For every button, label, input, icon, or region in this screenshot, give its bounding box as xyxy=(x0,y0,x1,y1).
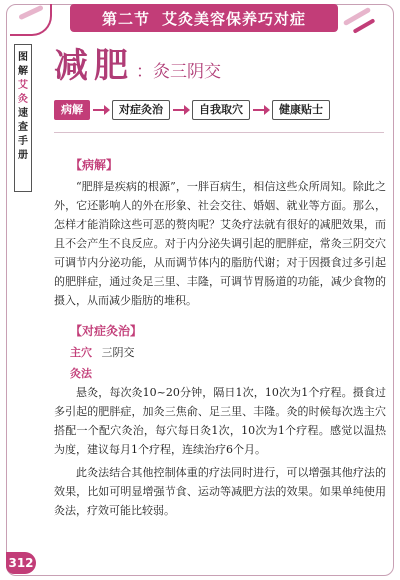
side-tab-char: 册 xyxy=(18,150,28,161)
heading-bingjie: 【病解】 xyxy=(70,158,119,172)
main-point-line xyxy=(70,343,386,362)
page-title xyxy=(54,38,221,87)
side-tab-char: 速 xyxy=(18,108,28,119)
method-label: 灸法 xyxy=(70,367,92,380)
main-point-value: 三阴交 xyxy=(101,346,135,359)
nav-item-tieshi[interactable]: 健康贴士 xyxy=(272,100,330,120)
arrow-right-icon xyxy=(250,100,272,120)
section-title: 艾灸美容保养巧对症 xyxy=(162,9,307,28)
side-tab-char: 图 xyxy=(18,52,28,63)
nav-item-bingjie[interactable]: 病解 xyxy=(54,100,90,120)
paragraph-bingjie: “肥胖是疾病的根源”，一胖百病生，相信这些众所周知。除此之外，它还影响人的外在形象、社会交往、婚姻、就业等方面。那么，怎样才能消除这些可恶的赘肉呢？艾灸疗法就有很好的减肥效果，而且不会产生不良反应。对于内分泌失调引起的肥胖症，常灸三阴交穴可调节内分泌功能，从而调节体内的脂肪代谢；对于因摄食过多引起的肥胖症，通过灸足三里、丰隆，可调节胃肠道的功能，减少食物的摄入，从而减少脂肪的堆积。 xyxy=(54,180,386,307)
paragraph-method: 悬灸，每次灸10~20分钟，隔日1次，10次为1个疗程。摄食过多引起的肥胖症，加灸三焦俞、足三里、丰隆。灸的时候每次选主穴搭配一个配穴灸治，每穴每日灸1次，10次为1个疗程。感觉以温热为度，建议每月1个疗程，连续治疗6个月。 xyxy=(54,386,386,456)
method-line xyxy=(70,364,386,383)
chapter-header-band xyxy=(70,4,338,32)
nav-item-duizheng[interactable]: 对症灸治 xyxy=(112,100,170,120)
brush-decoration-right-icon xyxy=(332,4,390,36)
side-tab-char: 手 xyxy=(18,136,28,147)
arrow-right-icon xyxy=(170,100,192,120)
heading-duizheng: 【对症灸治】 xyxy=(70,324,143,338)
arrow-right-icon xyxy=(90,100,112,120)
side-tab-char: 查 xyxy=(18,122,28,133)
side-tab-char: 艾 xyxy=(18,80,28,91)
page-title-main: 减肥 xyxy=(54,46,134,86)
section-number: 第二节 xyxy=(101,9,150,28)
main-point-label: 主穴 xyxy=(70,346,92,359)
side-tab-book-title xyxy=(14,44,32,192)
header-divider xyxy=(54,132,384,133)
page-title-sub: ：灸三阴交 xyxy=(136,62,221,82)
main-content xyxy=(54,156,386,520)
nav-item-ziwo[interactable]: 自我取穴 xyxy=(192,100,250,120)
side-tab-char: 灸 xyxy=(18,94,28,105)
paragraph-note: 此灸法结合其他控制体重的疗法同时进行，可以增强其他疗法的效果，比如可明显增强节食、运动等减肥方法的效果。如果单纯使用灸法，疗效可能比较弱。 xyxy=(54,466,386,517)
section-nav xyxy=(54,100,330,120)
page-number: 312 xyxy=(6,552,36,574)
side-tab-char: 解 xyxy=(18,66,28,77)
